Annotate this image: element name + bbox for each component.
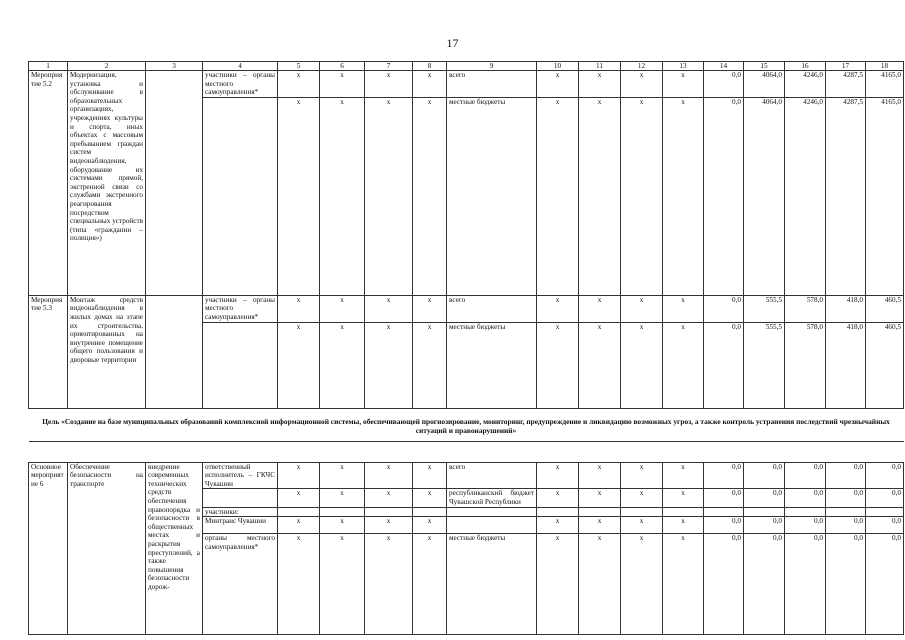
value-cell: 0,0	[704, 97, 744, 295]
x-cell: x	[413, 489, 447, 507]
x-cell: x	[621, 97, 663, 295]
x-cell: x	[320, 97, 365, 295]
value-cell	[744, 507, 785, 517]
x-cell: x	[663, 489, 704, 507]
value-cell: 0,0	[704, 517, 744, 534]
value-cell: 0,0	[866, 517, 904, 534]
measure-name: Обеспечение безопасности на транспорте	[68, 462, 146, 635]
value-cell: 0,0	[866, 489, 904, 507]
x-cell: x	[663, 71, 704, 98]
value-cell: 4287,5	[826, 97, 866, 295]
header-cell: 2	[68, 62, 146, 71]
source-cell	[447, 517, 537, 534]
source-cell: местные бюджеты	[447, 534, 537, 635]
header-cell: 11	[579, 62, 621, 71]
header-row	[29, 62, 904, 71]
value-cell: 578,0	[785, 322, 826, 408]
header-cell: 4	[203, 62, 278, 71]
x-cell: x	[278, 489, 320, 507]
x-cell: x	[413, 295, 447, 322]
value-cell: 4165,0	[866, 97, 904, 295]
measure-name: Монтаж средств видеонаблюдения в жилых домах на этапе их строительства, ориентированных на внутреннее помещение общего пользования и дворовые территории	[68, 295, 146, 408]
x-cell: x	[537, 71, 579, 98]
x-cell: x	[365, 517, 413, 534]
executor-cell: Минтранс Чувашии	[203, 517, 278, 534]
value-cell: 4246,0	[785, 71, 826, 98]
value-cell	[866, 507, 904, 517]
table-row	[29, 295, 904, 322]
x-cell: x	[278, 295, 320, 322]
value-cell: 0,0	[826, 534, 866, 635]
header-cell: 6	[320, 62, 365, 71]
value-cell: 555,5	[744, 295, 785, 322]
value-cell: 0,0	[704, 322, 744, 408]
value-cell: 4165,0	[866, 71, 904, 98]
table-row	[29, 71, 904, 98]
x-cell: x	[579, 534, 621, 635]
x-cell	[413, 507, 447, 517]
x-cell: x	[413, 322, 447, 408]
x-cell: x	[365, 97, 413, 295]
header-cell: 9	[447, 62, 537, 71]
x-cell: x	[320, 322, 365, 408]
value-cell	[704, 507, 744, 517]
measure-code: Мероприятие 5.2	[29, 71, 68, 296]
value-cell: 418,0	[826, 322, 866, 408]
x-cell	[537, 507, 579, 517]
header-cell: 15	[744, 62, 785, 71]
goal-row	[29, 408, 904, 441]
x-cell: x	[320, 71, 365, 98]
value-cell: 0,0	[744, 489, 785, 507]
x-cell: x	[537, 97, 579, 295]
x-cell: x	[663, 295, 704, 322]
source-cell: местные бюджеты	[447, 322, 537, 408]
x-cell: x	[320, 462, 365, 489]
header-cell: 5	[278, 62, 320, 71]
x-cell: x	[621, 517, 663, 534]
executor-cell: участники:	[203, 507, 278, 517]
header-cell: 10	[537, 62, 579, 71]
x-cell: x	[621, 489, 663, 507]
value-cell: 4246,0	[785, 97, 826, 295]
x-cell: x	[663, 97, 704, 295]
source-cell: республиканский бюджет Чувашской Республики	[447, 489, 537, 507]
x-cell: x	[413, 517, 447, 534]
x-cell: x	[278, 71, 320, 98]
x-cell: x	[278, 534, 320, 635]
x-cell: x	[663, 462, 704, 489]
executor-cell: участники – органы местного самоуправления*	[203, 295, 278, 322]
executor-cell	[203, 322, 278, 408]
value-cell: 578,0	[785, 295, 826, 322]
source-cell: всего	[447, 295, 537, 322]
x-cell: x	[413, 71, 447, 98]
source-cell: всего	[447, 71, 537, 98]
x-cell	[365, 507, 413, 517]
x-cell: x	[320, 534, 365, 635]
value-cell: 4064,0	[744, 97, 785, 295]
x-cell: x	[537, 295, 579, 322]
value-cell: 0,0	[704, 462, 744, 489]
value-cell: 0,0	[785, 489, 826, 507]
value-cell: 0,0	[704, 71, 744, 98]
value-cell: 0,0	[704, 534, 744, 635]
executor-cell: участники – органы местного самоуправления*	[203, 71, 278, 98]
value-cell: 0,0	[826, 517, 866, 534]
x-cell: x	[365, 489, 413, 507]
header-cell: 13	[663, 62, 704, 71]
value-cell: 555,5	[744, 322, 785, 408]
value-cell: 0,0	[785, 462, 826, 489]
page-number: 17	[446, 36, 459, 50]
value-cell: 4064,0	[744, 71, 785, 98]
executor-cell	[203, 489, 278, 507]
x-cell: x	[579, 462, 621, 489]
x-cell: x	[579, 71, 621, 98]
x-cell: x	[621, 295, 663, 322]
x-cell: x	[663, 322, 704, 408]
value-cell: 0,0	[704, 295, 744, 322]
x-cell: x	[320, 489, 365, 507]
x-cell: x	[365, 322, 413, 408]
header-cell: 12	[621, 62, 663, 71]
source-cell: местные бюджеты	[447, 97, 537, 295]
x-cell	[663, 507, 704, 517]
value-cell: 4287,5	[826, 71, 866, 98]
x-cell: x	[365, 295, 413, 322]
header-cell: 3	[146, 62, 203, 71]
empty-cell	[146, 295, 203, 408]
x-cell: x	[278, 97, 320, 295]
header-cell: 17	[826, 62, 866, 71]
x-cell: x	[663, 517, 704, 534]
value-cell: 0,0	[785, 517, 826, 534]
x-cell: x	[413, 462, 447, 489]
x-cell: x	[579, 295, 621, 322]
x-cell: x	[320, 295, 365, 322]
goal-heading: Цель «Создание на базе муниципальных образований комплексной информационной системы, обеспечивающей прогнозирование, мониторинг, предупреждение и ликвидацию возможных угроз, а также контроль устранения последствий чрезвычайных ситуаций и правонарушений»	[29, 408, 904, 441]
value-cell	[826, 507, 866, 517]
header-cell: 7	[365, 62, 413, 71]
x-cell: x	[579, 322, 621, 408]
value-cell: 418,0	[826, 295, 866, 322]
executor-cell	[203, 97, 278, 295]
header-cell: 1	[29, 62, 68, 71]
x-cell: x	[365, 71, 413, 98]
x-cell: x	[413, 97, 447, 295]
x-cell	[579, 507, 621, 517]
measure-code: Мероприятие 5.3	[29, 295, 68, 408]
value-cell: 0,0	[744, 534, 785, 635]
header-cell: 14	[704, 62, 744, 71]
x-cell: x	[537, 517, 579, 534]
gap-row	[29, 441, 904, 462]
value-cell: 460,5	[866, 322, 904, 408]
x-cell: x	[278, 462, 320, 489]
x-cell: x	[537, 489, 579, 507]
x-cell: x	[579, 517, 621, 534]
x-cell: x	[621, 71, 663, 98]
x-cell: x	[365, 534, 413, 635]
table-row	[29, 462, 904, 489]
empty-cell	[146, 71, 203, 296]
x-cell	[278, 507, 320, 517]
spacer	[29, 441, 904, 462]
value-cell: 0,0	[826, 489, 866, 507]
x-cell	[320, 507, 365, 517]
x-cell: x	[663, 534, 704, 635]
x-cell: x	[621, 322, 663, 408]
x-cell: x	[537, 534, 579, 635]
x-cell: x	[621, 534, 663, 635]
value-cell: 0,0	[785, 534, 826, 635]
value-cell: 460,5	[866, 295, 904, 322]
value-cell: 0,0	[866, 462, 904, 489]
x-cell: x	[278, 517, 320, 534]
program-table	[28, 61, 904, 635]
x-cell: x	[621, 462, 663, 489]
executor-cell: ответственный исполнитель – ГКЧС Чувашии	[203, 462, 278, 489]
value-cell	[785, 507, 826, 517]
x-cell	[621, 507, 663, 517]
executor-cell: органы местного самоуправления*	[203, 534, 278, 635]
x-cell: x	[278, 322, 320, 408]
measure-code: Основное мероприятие 6	[29, 462, 68, 635]
header-cell: 18	[866, 62, 904, 71]
header-cell: 16	[785, 62, 826, 71]
x-cell: x	[537, 462, 579, 489]
x-cell: x	[320, 517, 365, 534]
header-cell: 8	[413, 62, 447, 71]
value-cell: 0,0	[866, 534, 904, 635]
x-cell: x	[579, 97, 621, 295]
measure-goal-text: внедрение современных технических средств обеспечения правопорядка и безопасности в общественных местах и раскрытия преступлений, а также повышения безопасности дорож-	[146, 462, 203, 635]
value-cell: 0,0	[744, 462, 785, 489]
measure-name: Модернизация, установка и обслуживание в образовательных организациях, учреждениях культуры и спорта, иных объектах с массовым пребыванием граждан систем видеонаблюдения, оборудование их системами прямой, экстренной связи со службами экстренного реагирования посредством специальных устройств (типа «гражданин – полиция»)	[68, 71, 146, 296]
source-cell: всего	[447, 462, 537, 489]
x-cell: x	[537, 322, 579, 408]
x-cell: x	[413, 534, 447, 635]
value-cell: 0,0	[826, 462, 866, 489]
value-cell: 0,0	[744, 517, 785, 534]
source-cell	[447, 507, 537, 517]
value-cell: 0,0	[704, 489, 744, 507]
x-cell: x	[579, 489, 621, 507]
x-cell: x	[365, 462, 413, 489]
